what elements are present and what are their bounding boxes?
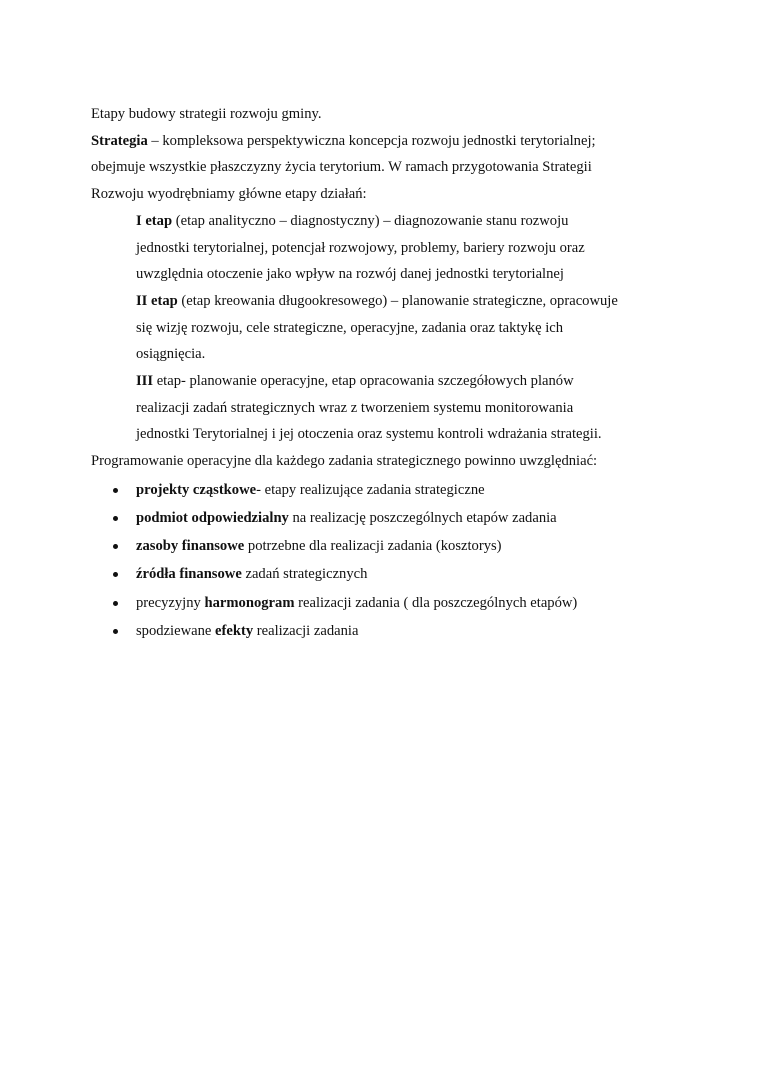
list-item: zasoby finansowe potrzebne dla realizacji zadania (kosztorys) xyxy=(91,532,681,560)
bullet-list xyxy=(91,476,681,645)
document-title: Etapy budowy strategii rozwoju gminy. xyxy=(91,106,322,122)
bullet-icon xyxy=(113,572,118,577)
stage-1-line-1: I etap (etap analityczno – diagnostyczny) – diagnozowanie stanu rozwoju xyxy=(136,212,569,229)
programming-intro: Programowanie operacyjne dla każdego zadania strategicznego powinno uwzględniać: xyxy=(91,453,598,470)
stage-2-line-1: II etap (etap kreowania długookresowego) – planowanie strategiczne, opracowuje xyxy=(136,292,618,309)
list-item: precyzyjny harmonogram realizacji zadania ( dla poszczególnych etapów) xyxy=(91,589,681,617)
definition-line-2: obejmuje wszystkie płaszczyzny życia terytorium. W ramach przygotowania Strategii xyxy=(91,159,592,176)
definition-term: Strategia xyxy=(91,132,148,149)
stage-1-line-2: jednostki terytorialnej, potencjał rozwojowy, problemy, bariery rozwoju oraz xyxy=(136,239,585,256)
stage-2-line-2: się wizję rozwoju, cele strategiczne, operacyjne, zadania oraz taktykę ich xyxy=(136,319,564,336)
stage-2-line-3: osiągnięcia. xyxy=(136,346,206,363)
bullet-icon xyxy=(113,629,118,634)
bullet-icon xyxy=(113,488,118,493)
stage-3-line-3: jednostki Terytorialnej i jej otoczenia oraz systemu kontroli wdrażania strategii. xyxy=(136,426,602,443)
definition-line-3: Rozwoju wyodrębniamy główne etapy działań: xyxy=(91,186,367,203)
list-item: projekty cząstkowe- etapy realizujące zadania strategiczne xyxy=(91,476,681,504)
bullet-icon xyxy=(113,516,118,521)
list-item: podmiot odpowiedzialny na realizację poszczególnych etapów zadania xyxy=(91,504,681,532)
bullet-icon xyxy=(113,601,118,606)
stage-3-line-1: III etap- planowanie operacyjne, etap opracowania szczegółowych planów xyxy=(136,373,574,390)
list-item: spodziewane efekty realizacji zadania xyxy=(91,617,681,645)
definition-line-1: Strategia – kompleksowa perspektywiczna koncepcja rozwoju jednostki terytorialnej; xyxy=(91,132,596,149)
stage-1-label: I etap xyxy=(136,212,173,229)
stage-3-label: III xyxy=(136,373,154,390)
stage-1-line-3: uwzględnia otoczenie jako wpływ na rozwój danej jednostki terytorialnej xyxy=(136,266,564,283)
bullet-icon xyxy=(113,544,118,549)
document-page xyxy=(91,101,681,645)
list-item: źródła finansowe zadań strategicznych xyxy=(91,560,681,588)
stage-2-label: II etap xyxy=(136,292,178,309)
stage-3-line-2: realizacji zadań strategicznych wraz z tworzeniem systemu monitorowania xyxy=(136,399,574,416)
